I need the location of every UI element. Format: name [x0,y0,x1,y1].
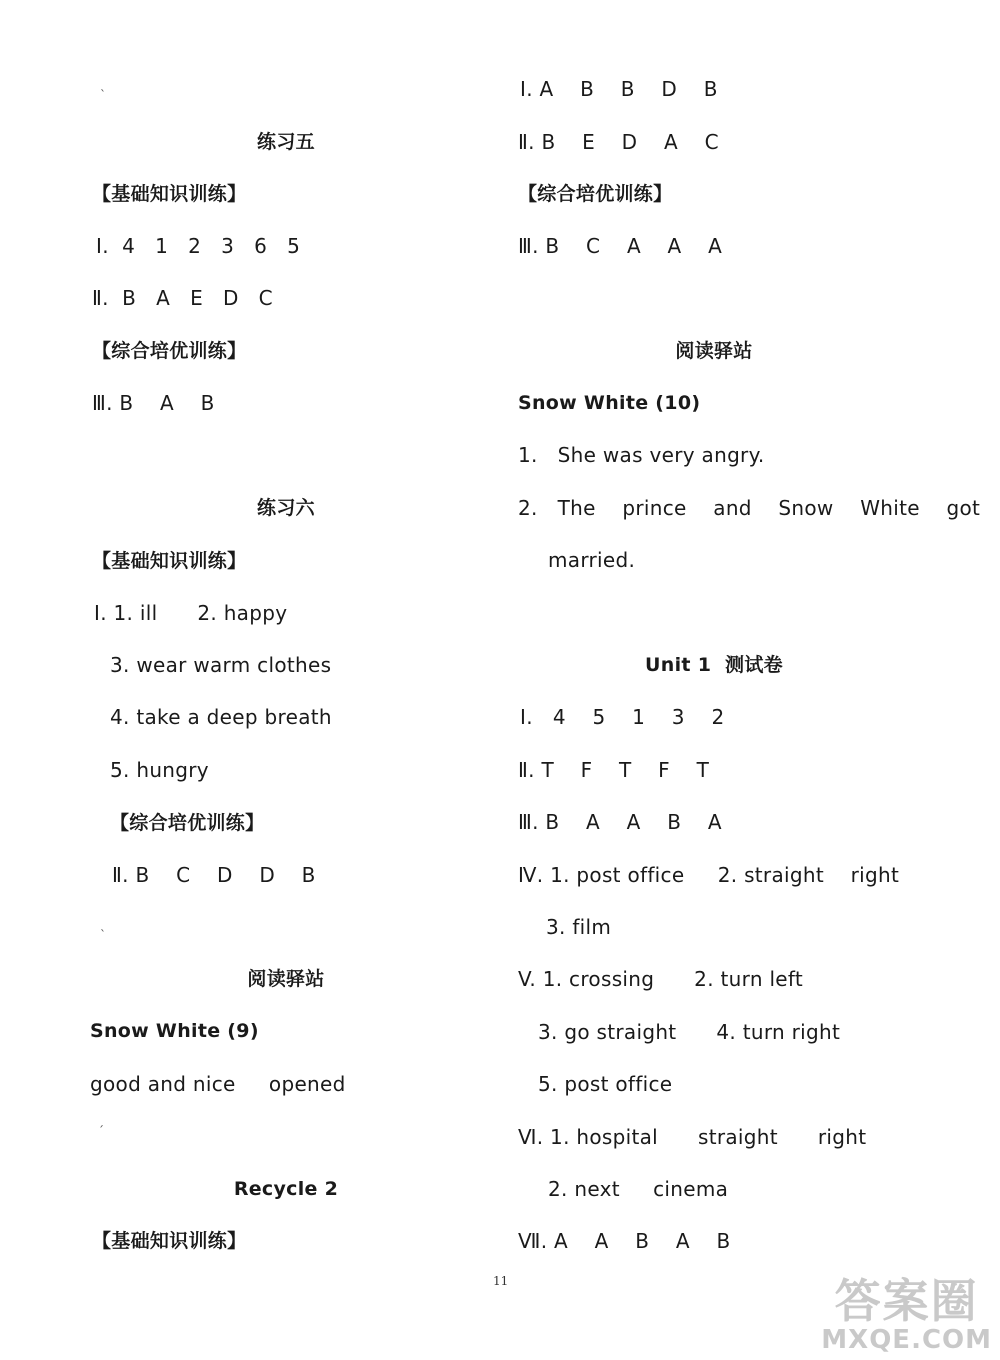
answer-line: 1. She was very angry. [518,443,765,467]
answer-line: Ⅱ. B C D D B [112,863,316,887]
watermark-logo-text: 答案圈 [834,1274,979,1328]
answer-line: 3. go straight 4. turn right [538,1020,841,1044]
scan-mark: ˊ [98,1124,104,1138]
answer-line: Ⅶ. A A B A B [518,1229,731,1253]
scan-mark: ˋ [100,88,106,102]
watermark-url: MXQE.COM [821,1325,992,1355]
answer-line: 2. next cinema [548,1177,729,1201]
answer-line: Ⅲ. B A B [92,391,215,415]
comprehensive-training-heading: 【综合培优训练】 [518,183,673,205]
answer-line: 5. post office [538,1072,673,1096]
exercise-5-title: 练习五 [257,131,315,153]
answer-line: 3. film [546,915,612,939]
answer-line: Ⅲ. B C A A A [518,234,723,258]
watermark [821,1276,992,1354]
comprehensive-training-heading: 【综合培优训练】 [92,340,247,362]
scan-mark: ˋ [100,928,106,942]
story-title: Snow White (9) [90,1020,259,1042]
page-number: 11 [493,1274,509,1288]
comprehensive-training-heading: 【综合培优训练】 [110,812,265,834]
answer-line: Ⅱ. B E D A C [518,130,719,154]
story-title: Snow White (10) [518,392,701,414]
answer-line: Ⅱ. B A E D C [92,286,273,310]
answer-line: Ⅰ. A B B D B [520,77,718,101]
answer-line: 3. wear warm clothes [110,653,332,677]
answer-line: 2. The prince and Snow White got [518,496,981,520]
exercise-6-title: 练习六 [257,497,315,519]
basic-training-heading: 【基础知识训练】 [92,550,247,572]
answer-line: good and nice opened [90,1072,346,1096]
basic-training-heading: 【基础知识训练】 [92,1230,247,1252]
answer-line: 4. take a deep breath [110,705,332,729]
answer-line: Ⅲ. B A A B A [518,810,722,834]
reading-station-title: 阅读驿站 [247,968,325,990]
answer-line: Ⅰ. 1. ill 2. happy [94,601,288,625]
answer-line: Ⅰ. 4 1 2 3 6 5 [96,234,301,258]
answer-line: married. [548,548,636,572]
answer-line: 5. hungry [110,758,209,782]
answer-line: Ⅵ. 1. hospital straight right [518,1125,867,1149]
answer-line: Ⅳ. 1. post office 2. straight right [518,863,900,887]
unit-1-test-title: Unit 1 测试卷 [645,654,783,676]
recycle-2-title: Recycle 2 [233,1178,339,1200]
answer-line: Ⅰ. 4 5 1 3 2 [520,705,725,729]
answer-line: Ⅱ. T F T F T [518,758,710,782]
answer-line: V. 1. crossing 2. turn left [518,967,804,991]
reading-station-title: 阅读驿站 [675,340,753,362]
basic-training-heading: 【基础知识训练】 [92,183,247,205]
